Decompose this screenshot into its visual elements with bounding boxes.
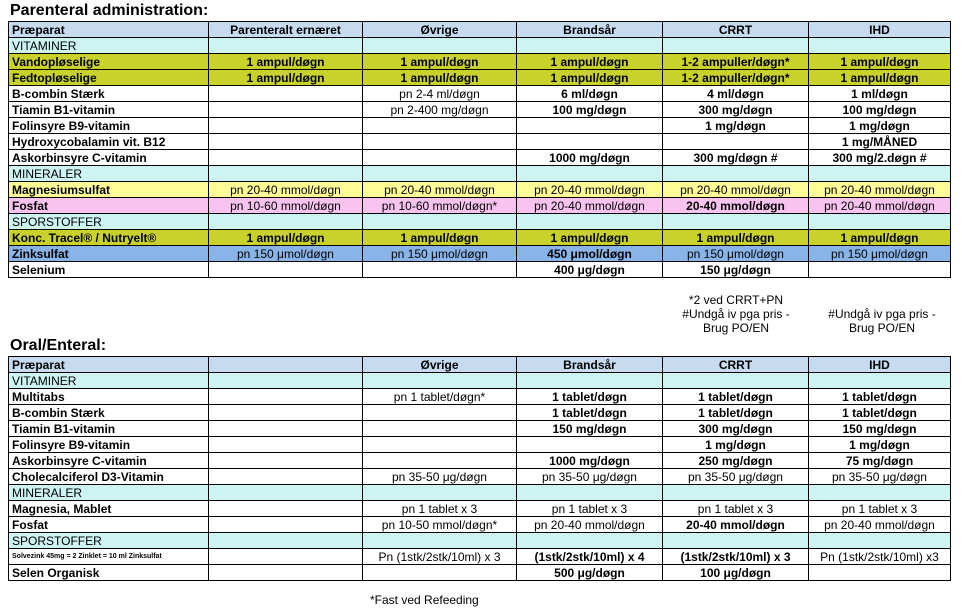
- parenteral-cell: 1 ampul/døgn: [663, 230, 809, 246]
- parenteral-cell: 6 ml/døgn: [517, 86, 663, 102]
- oral-row-label: Askorbinsyre C-vitamin: [9, 453, 209, 469]
- oral-cell: 1 tablet/døgn: [663, 405, 809, 421]
- oral-cell: 1000 mg/døgn: [517, 453, 663, 469]
- oral-row-label: Magnesia, Mablet: [9, 501, 209, 517]
- note-fast-refeeding: *Fast ved Refeeding: [370, 593, 479, 607]
- oral-table-row: [9, 565, 951, 581]
- oral-cell: pn 35-50 μg/døgn: [809, 469, 951, 485]
- parenteral-table-row: [9, 182, 951, 198]
- parenteral-table-row: [9, 102, 951, 118]
- parenteral-cell: pn 20-40 mmol/døgn: [363, 182, 517, 198]
- oral-cell: [517, 373, 663, 389]
- oral-cell: pn 10-50 mmol/døgn*: [363, 517, 517, 533]
- oral-cell: [363, 405, 517, 421]
- parenteral-header-cell: IHD: [809, 22, 951, 38]
- note-crrt-line: #Undgå iv pga pris -: [682, 307, 790, 321]
- oral-title: Oral/Enteral:: [10, 337, 107, 354]
- oral-cell: [517, 437, 663, 453]
- parenteral-cell: [209, 262, 363, 278]
- parenteral-cell: pn 150 μmol/døgn: [209, 246, 363, 262]
- oral-cell: 250 mg/døgn: [663, 453, 809, 469]
- parenteral-cell: [663, 214, 809, 230]
- parenteral-cell: pn 10-60 mmol/døgn*: [363, 198, 517, 214]
- parenteral-row-label: B-combin Stærk: [9, 86, 209, 102]
- oral-cell: [209, 389, 363, 405]
- parenteral-row-label: Folinsyre B9-vitamin: [9, 118, 209, 134]
- oral-header-cell: [209, 357, 363, 373]
- oral-section-row: [9, 533, 951, 549]
- oral-cell: [363, 437, 517, 453]
- oral-cell: [209, 501, 363, 517]
- parenteral-cell: [209, 214, 363, 230]
- oral-cell: pn 35-50 μg/døgn: [363, 469, 517, 485]
- parenteral-cell: 1 ampul/døgn: [809, 230, 951, 246]
- parenteral-cell: pn 20-40 mmol/døgn: [809, 198, 951, 214]
- oral-cell: [809, 485, 951, 501]
- parenteral-cell: 400 μg/døgn: [517, 262, 663, 278]
- oral-table-row: [9, 405, 951, 421]
- oral-row-label: Multitabs: [9, 389, 209, 405]
- oral-cell: [209, 485, 363, 501]
- parenteral-section-row: [9, 214, 951, 230]
- parenteral-cell: [363, 262, 517, 278]
- oral-row-label: Folinsyre B9-vitamin: [9, 437, 209, 453]
- oral-cell: [363, 373, 517, 389]
- note-ihd: [812, 307, 952, 335]
- oral-table-row: [9, 517, 951, 533]
- parenteral-cell: 1 ampul/døgn: [517, 230, 663, 246]
- parenteral-cell: [517, 118, 663, 134]
- oral-cell: [363, 421, 517, 437]
- parenteral-row-label: Askorbinsyre C-vitamin: [9, 150, 209, 166]
- oral-section-row: [9, 485, 951, 501]
- parenteral-cell: [209, 134, 363, 150]
- parenteral-cell: 1 mg/døgn: [663, 118, 809, 134]
- oral-table-row: [9, 453, 951, 469]
- parenteral-cell: [363, 38, 517, 54]
- oral-table-row: [9, 469, 951, 485]
- oral-cell: pn 20-40 mmol/døgn: [809, 517, 951, 533]
- parenteral-cell: 100 mg/døgn: [517, 102, 663, 118]
- oral-cell: 1 mg/døgn: [809, 437, 951, 453]
- parenteral-section-row: [9, 38, 951, 54]
- parenteral-cell: 1 ampul/døgn: [209, 54, 363, 70]
- parenteral-cell: 1 mg/MÅNED: [809, 134, 951, 150]
- oral-cell: Pn (1stk/2stk/10ml) x3: [809, 549, 951, 565]
- oral-cell: 75 mg/døgn: [809, 453, 951, 469]
- oral-cell: 150 mg/døgn: [517, 421, 663, 437]
- parenteral-header-cell: Brandsår: [517, 22, 663, 38]
- parenteral-cell: [363, 214, 517, 230]
- parenteral-cell: [209, 150, 363, 166]
- parenteral-header-cell: Parenteralt ernæret: [209, 22, 363, 38]
- oral-cell: pn 20-40 mmol/døgn: [517, 517, 663, 533]
- oral-row-label: B-combin Stærk: [9, 405, 209, 421]
- parenteral-cell: [517, 214, 663, 230]
- note-crrt: [660, 293, 812, 335]
- oral-cell: [809, 565, 951, 581]
- oral-cell: [209, 517, 363, 533]
- oral-row-label: Tiamin B1-vitamin: [9, 421, 209, 437]
- oral-row-label: Selen Organisk: [9, 565, 209, 581]
- parenteral-cell: 1000 mg/døgn: [517, 150, 663, 166]
- parenteral-table-row: [9, 86, 951, 102]
- parenteral-row-label: VITAMINER: [9, 38, 209, 54]
- oral-row-label: SPORSTOFFER: [9, 533, 209, 549]
- parenteral-cell: [363, 118, 517, 134]
- oral-section-row: [9, 373, 951, 389]
- oral-row-label: Fosfat: [9, 517, 209, 533]
- oral-cell: 20-40 mmol/døgn: [663, 517, 809, 533]
- parenteral-cell: 1 ampul/døgn: [209, 230, 363, 246]
- parenteral-table-row: [9, 118, 951, 134]
- parenteral-cell: 300 mg/2.døgn #: [809, 150, 951, 166]
- parenteral-cell: [809, 262, 951, 278]
- parenteral-table-row: [9, 262, 951, 278]
- oral-cell: (1stk/2stk/10ml) x 3: [663, 549, 809, 565]
- parenteral-row-label: Fosfat: [9, 198, 209, 214]
- parenteral-cell: 1 ampul/døgn: [517, 54, 663, 70]
- oral-header-cell: CRRT: [663, 357, 809, 373]
- oral-cell: [809, 533, 951, 549]
- oral-cell: pn 1 tablet x 3: [517, 501, 663, 517]
- oral-cell: [663, 485, 809, 501]
- oral-row-label: Solvezink 45mg = 2 Zinklet = 10 ml Zinksulfat: [9, 549, 209, 565]
- parenteral-cell: 1 ampul/døgn: [809, 70, 951, 86]
- parenteral-cell: 1 mg/døgn: [809, 118, 951, 134]
- parenteral-cell: pn 20-40 mmol/døgn: [209, 182, 363, 198]
- parenteral-table-row: [9, 70, 951, 86]
- parenteral-cell: [363, 166, 517, 182]
- oral-row-label: VITAMINER: [9, 373, 209, 389]
- parenteral-cell: 300 mg/døgn #: [663, 150, 809, 166]
- oral-cell: [209, 405, 363, 421]
- parenteral-cell: [209, 86, 363, 102]
- parenteral-cell: [663, 134, 809, 150]
- parenteral-cell: [517, 38, 663, 54]
- parenteral-cell: 1 ampul/døgn: [363, 70, 517, 86]
- oral-cell: [517, 533, 663, 549]
- oral-cell: pn 1 tablet x 3: [809, 501, 951, 517]
- parenteral-table-row: [9, 134, 951, 150]
- parenteral-cell: 1 ampul/døgn: [363, 54, 517, 70]
- parenteral-cell: [363, 134, 517, 150]
- parenteral-cell: 4 ml/døgn: [663, 86, 809, 102]
- parenteral-row-label: Magnesiumsulfat: [9, 182, 209, 198]
- parenteral-table-row: [9, 198, 951, 214]
- oral-cell: 150 mg/døgn: [809, 421, 951, 437]
- oral-cell: [209, 453, 363, 469]
- parenteral-cell: pn 150 μmol/døgn: [663, 246, 809, 262]
- parenteral-cell: 1 ml/døgn: [809, 86, 951, 102]
- parenteral-cell: pn 20-40 mmol/døgn: [517, 182, 663, 198]
- oral-cell: [209, 373, 363, 389]
- oral-table-row: [9, 389, 951, 405]
- parenteral-cell: [209, 166, 363, 182]
- parenteral-cell: 1-2 ampuller/døgn*: [663, 70, 809, 86]
- oral-cell: 1 tablet/døgn: [663, 389, 809, 405]
- oral-header-cell: Brandsår: [517, 357, 663, 373]
- parenteral-cell: pn 150 μmol/døgn: [363, 246, 517, 262]
- parenteral-row-label: Tiamin B1-vitamin: [9, 102, 209, 118]
- parenteral-cell: 1 ampul/døgn: [517, 70, 663, 86]
- parenteral-cell: 150 μg/døgn: [663, 262, 809, 278]
- parenteral-row-label: Fedtopløselige: [9, 70, 209, 86]
- oral-cell: (1stk/2stk/10ml) x 4: [517, 549, 663, 565]
- oral-row-label: Cholecalciferol D3-Vitamin: [9, 469, 209, 485]
- parenteral-cell: pn 150 μmol/døgn: [809, 246, 951, 262]
- oral-cell: [363, 485, 517, 501]
- oral-cell: 1 tablet/døgn: [517, 389, 663, 405]
- oral-cell: 1 tablet/døgn: [517, 405, 663, 421]
- oral-cell: pn 35-50 μg/døgn: [663, 469, 809, 485]
- parenteral-header-row: [9, 22, 951, 38]
- oral-cell: [663, 373, 809, 389]
- oral-table-row: [9, 437, 951, 453]
- oral-cell: [809, 373, 951, 389]
- note-crrt-line: *2 ved CRRT+PN: [688, 293, 784, 307]
- parenteral-cell: pn 10-60 mmol/døgn: [209, 198, 363, 214]
- parenteral-cell: pn 20-40 mmol/døgn: [517, 198, 663, 214]
- oral-cell: [209, 437, 363, 453]
- parenteral-cell: pn 2-4 ml/døgn: [363, 86, 517, 102]
- oral-cell: pn 1 tablet x 3: [363, 501, 517, 517]
- parenteral-row-label: Hydroxycobalamin vit. B12: [9, 134, 209, 150]
- parenteral-cell: [663, 38, 809, 54]
- oral-table-row: [9, 501, 951, 517]
- oral-cell: [209, 533, 363, 549]
- parenteral-cell: 450 μmol/døgn: [517, 246, 663, 262]
- parenteral-row-label: Zinksulfat: [9, 246, 209, 262]
- oral-cell: [209, 421, 363, 437]
- parenteral-table-row: [9, 246, 951, 262]
- parenteral-cell: [209, 102, 363, 118]
- parenteral-cell: [209, 38, 363, 54]
- oral-row-label: MINERALER: [9, 485, 209, 501]
- oral-cell: pn 1 tablet x 3: [663, 501, 809, 517]
- oral-cell: [363, 453, 517, 469]
- note-ihd-line: Brug PO/EN: [848, 321, 916, 335]
- parenteral-cell: 1-2 ampuller/døgn*: [663, 54, 809, 70]
- parenteral-table: [8, 21, 951, 278]
- oral-cell: [209, 549, 363, 565]
- oral-header-cell: Præparat: [9, 357, 209, 373]
- parenteral-row-label: Konc. Tracel® / Nutryelt®: [9, 230, 209, 246]
- parenteral-cell: [809, 38, 951, 54]
- parenteral-cell: [517, 134, 663, 150]
- oral-cell: 1 tablet/døgn: [809, 389, 951, 405]
- parenteral-cell: [663, 166, 809, 182]
- oral-cell: 100 μg/døgn: [663, 565, 809, 581]
- parenteral-cell: [809, 166, 951, 182]
- oral-header-cell: Øvrige: [363, 357, 517, 373]
- parenteral-section-row: [9, 166, 951, 182]
- parenteral-row-label: Vandopløselige: [9, 54, 209, 70]
- oral-cell: pn 35-50 μg/døgn: [517, 469, 663, 485]
- parenteral-table-row: [9, 230, 951, 246]
- oral-cell: [363, 533, 517, 549]
- parenteral-cell: pn 20-40 mmol/døgn: [809, 182, 951, 198]
- parenteral-cell: 20-40 mmol/døgn: [663, 198, 809, 214]
- parenteral-row-label: MINERALER: [9, 166, 209, 182]
- parenteral-cell: 1 ampul/døgn: [809, 54, 951, 70]
- oral-cell: 1 mg/døgn: [663, 437, 809, 453]
- oral-cell: pn 1 tablet/døgn*: [363, 389, 517, 405]
- parenteral-header-cell: Øvrige: [363, 22, 517, 38]
- parenteral-header-cell: CRRT: [663, 22, 809, 38]
- parenteral-cell: 100 mg/døgn: [809, 102, 951, 118]
- oral-cell: [363, 565, 517, 581]
- oral-cell: [663, 533, 809, 549]
- oral-cell: [209, 469, 363, 485]
- parenteral-cell: [363, 150, 517, 166]
- parenteral-cell: 1 ampul/døgn: [363, 230, 517, 246]
- parenteral-table-row: [9, 150, 951, 166]
- parenteral-header-cell: Præparat: [9, 22, 209, 38]
- oral-table-row: [9, 421, 951, 437]
- parenteral-title: Parenteral administration:: [10, 2, 209, 19]
- oral-cell: 500 μg/døgn: [517, 565, 663, 581]
- parenteral-cell: 1 ampul/døgn: [209, 70, 363, 86]
- oral-header-row: [9, 357, 951, 373]
- parenteral-cell: [209, 118, 363, 134]
- oral-cell: [517, 485, 663, 501]
- oral-cell: [209, 565, 363, 581]
- parenteral-cell: pn 20-40 mmol/døgn: [663, 182, 809, 198]
- oral-cell: 1 tablet/døgn: [809, 405, 951, 421]
- parenteral-cell: [517, 166, 663, 182]
- note-crrt-line: Brug PO/EN: [702, 321, 770, 335]
- parenteral-row-label: SPORSTOFFER: [9, 214, 209, 230]
- oral-table-row: [9, 549, 951, 565]
- oral-header-cell: IHD: [809, 357, 951, 373]
- note-ihd-line: #Undgå iv pga pris -: [828, 307, 936, 321]
- parenteral-cell: pn 2-400 mg/døgn: [363, 102, 517, 118]
- oral-table: [8, 356, 951, 581]
- parenteral-table-row: [9, 54, 951, 70]
- oral-cell: 300 mg/døgn: [663, 421, 809, 437]
- parenteral-cell: [809, 214, 951, 230]
- oral-cell: Pn (1stk/2stk/10ml) x 3: [363, 549, 517, 565]
- parenteral-row-label: Selenium: [9, 262, 209, 278]
- parenteral-cell: 300 mg/døgn: [663, 102, 809, 118]
